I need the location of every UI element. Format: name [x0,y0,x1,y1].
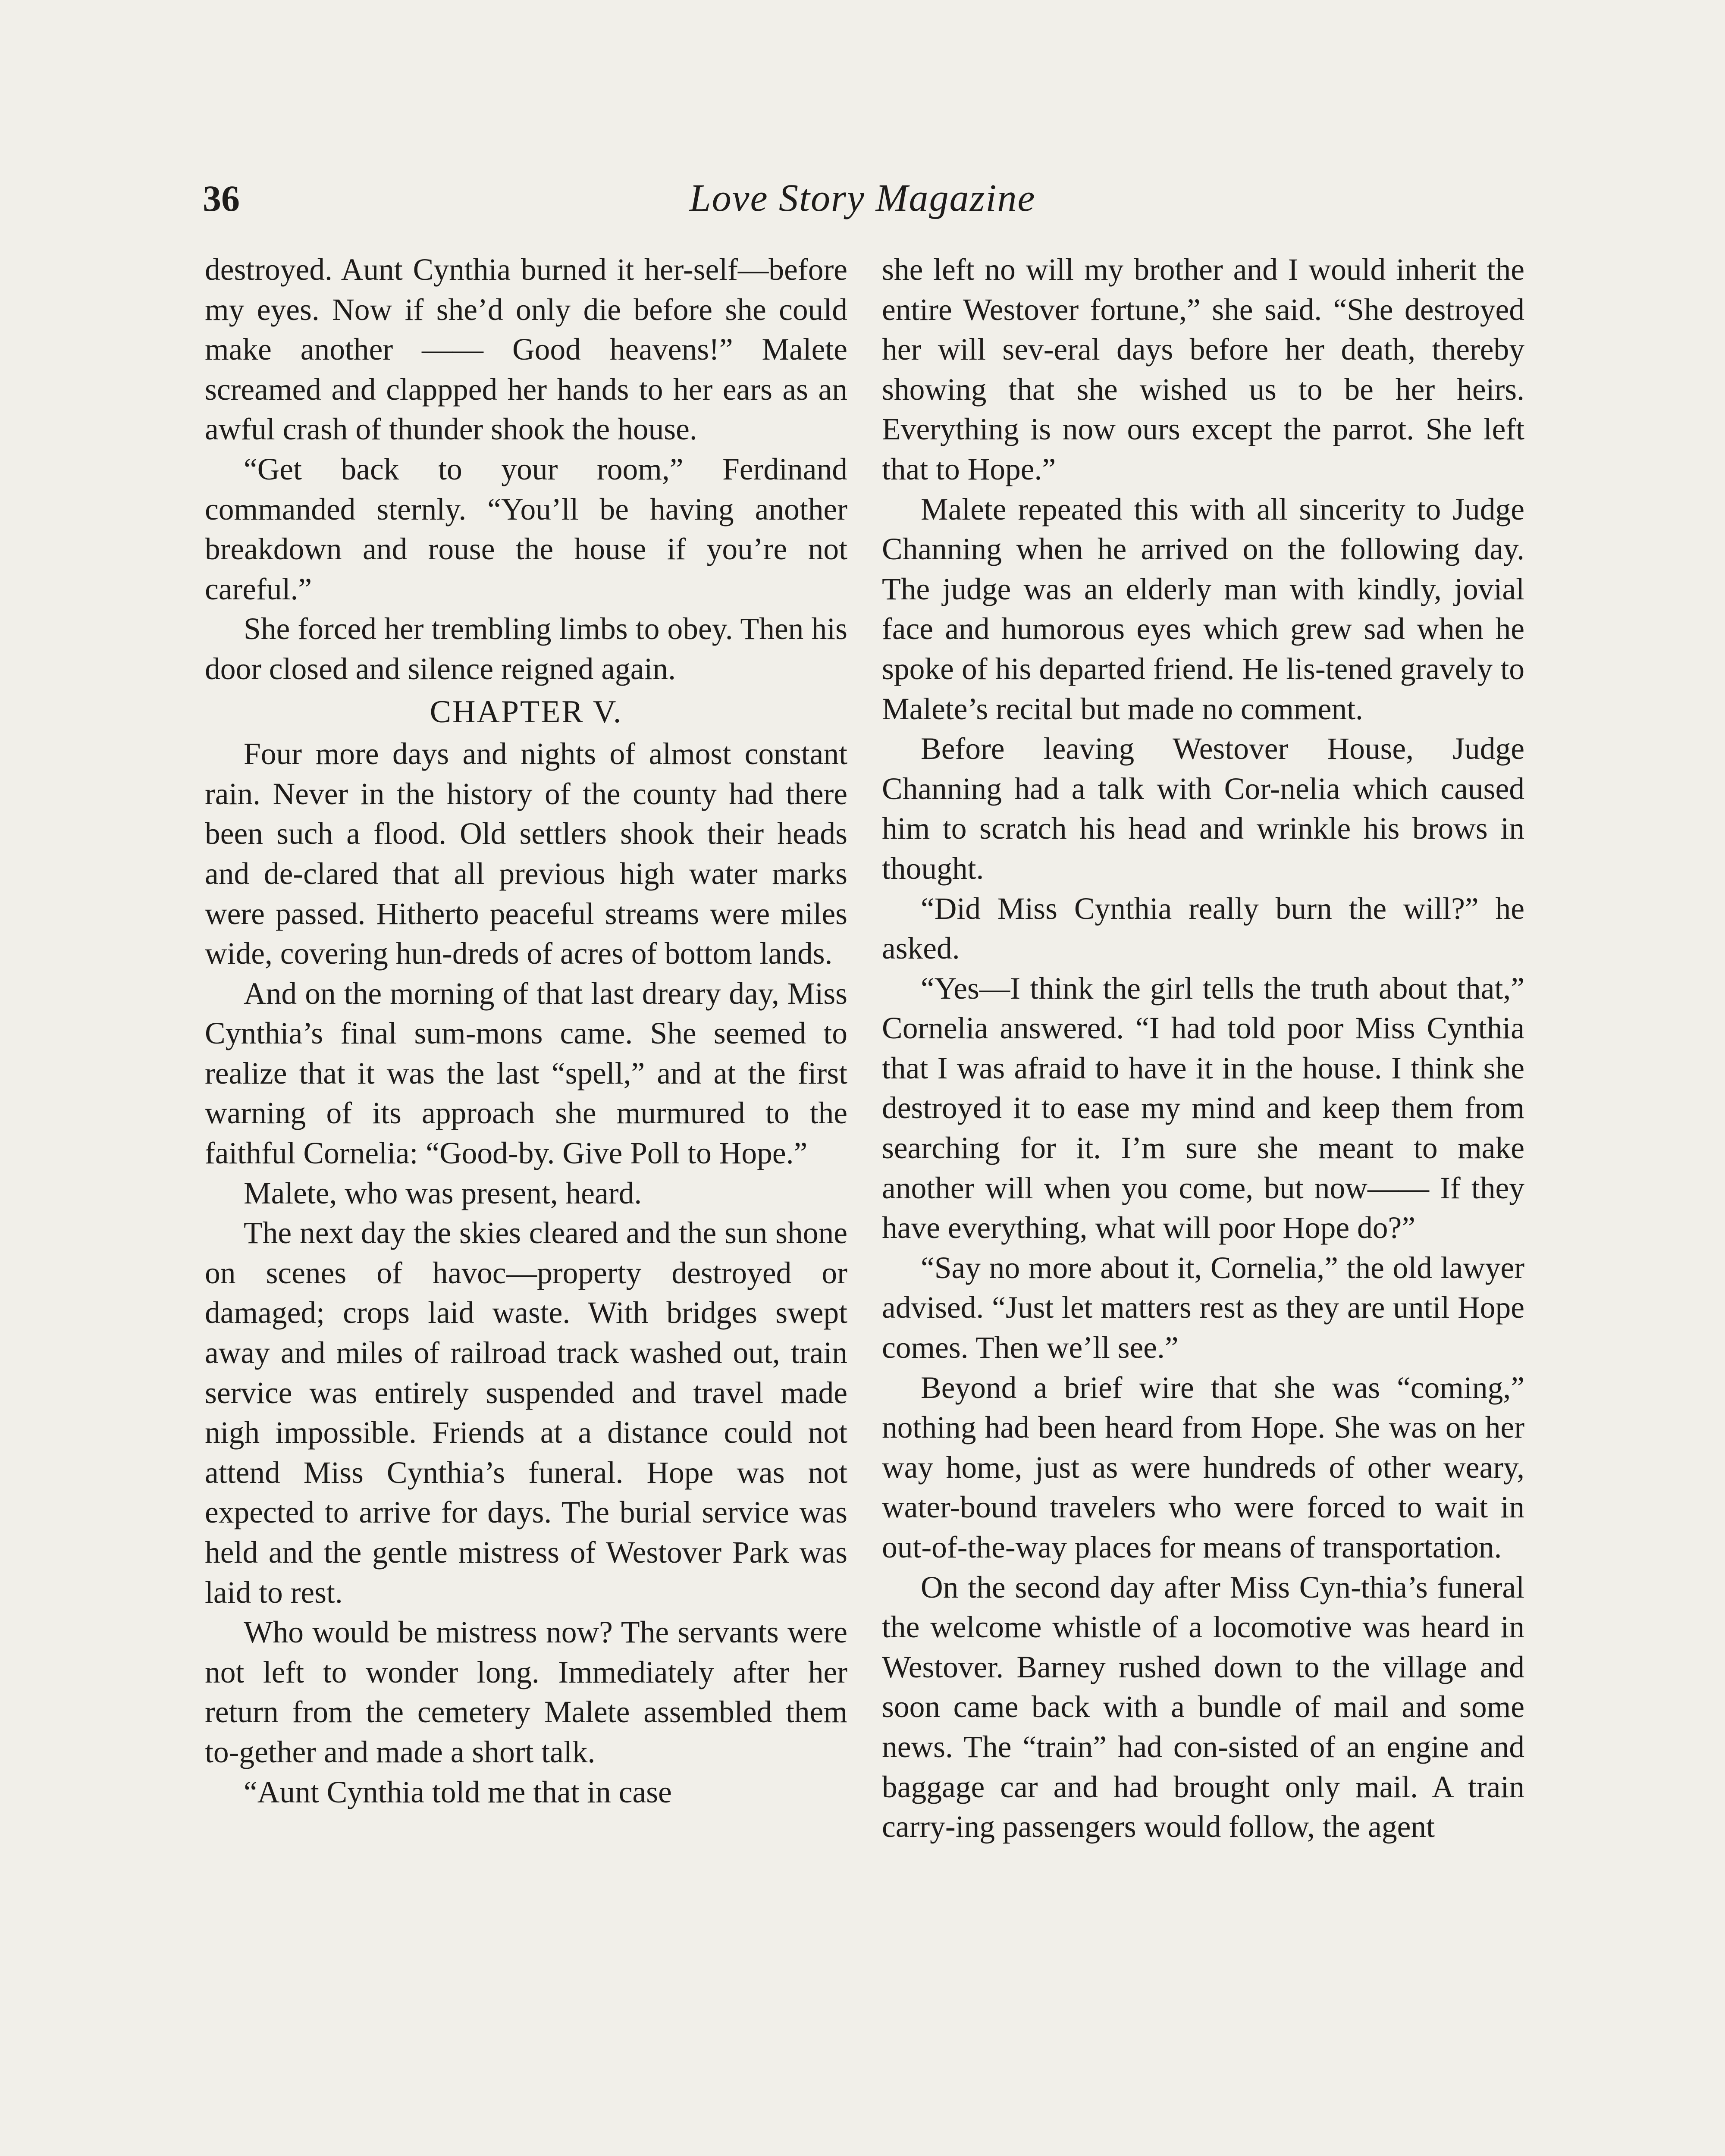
paragraph: Malete repeated this with all sincerity to Judge Channing when he arrived on the following day. The judge was an elderly man with kindly, jovial face and humorous eyes which grew sad when he spoke of his departed friend. He lis-tened gravely to Malete’s recital but made no comment. [882,492,1524,726]
paragraph: Four more days and nights of almost constant rain. Never in the history of the county had there been such a flood. Old settlers shook their heads and de-clared that all previous high water marks were passed. Hitherto peaceful streams were miles wide, covering hun-dreds of acres of bottom lands. [205,737,847,971]
paragraph: Malete, who was present, heard. [244,1176,642,1210]
paragraph: “Did Miss Cynthia really burn the will?” he asked. [882,891,1524,966]
paragraph: On the second day after Miss Cyn-thia’s funeral the welcome whistle of a locomotive was heard in Westover. Barney rushed down to the village and soon came back with a bundle of mail and some news. The “train” had con-sisted of an engine and baggage car and had brought only mail. A train carry-ing passengers would follow, the agent [882,1570,1524,1844]
paragraph: The next day the skies cleared and the sun shone on scenes of havoc—property destroyed or damaged; crops laid waste. With bridges swept away and miles of railroad track washed out, train service was entirely suspended and travel made nigh impossible. Friends at a distance could not attend Miss Cynthia’s funeral. Hope was not expected to arrive for days. The burial service was held and the gentle mistress of Westover Park was laid to rest. [205,1216,847,1610]
right-column [882,250,1524,1847]
paragraph: “Get back to your room,” Ferdinand commanded sternly. “You’ll be having another breakdown and rouse the house if you’re not careful.” [205,452,847,606]
chapter-heading: CHAPTER V. [430,694,623,730]
left-column [205,250,847,1812]
paragraph: she left no will my brother and I would inherit the entire Westover fortune,” she said. “She destroyed her will sev-eral days before her death, thereby showing that she wished us to be her heirs. Everything is now ours except the parrot. She left that to Hope.” [882,253,1524,486]
paragraph: Before leaving Westover House, Judge Channing had a talk with Cor-nelia which caused him to scratch his head and wrinkle his brows in thought. [882,732,1524,886]
magazine-title: Love Story Magazine [689,177,1036,219]
paragraph: “Say no more about it, Cornelia,” the old lawyer advised. “Just let matters rest as they are until Hope comes. Then we’ll see.” [882,1250,1524,1365]
page-header [203,168,1522,229]
paragraph: destroyed. Aunt Cynthia burned it her-self—before my eyes. Now if she’d only die before she could make another —— Good heavens!” Malete screamed and clappped her hands to her ears as an awful crash of thunder shook the house. [205,253,847,447]
paragraph: She forced her trembling limbs to obey. Then his door closed and silence reigned again. [205,612,847,686]
paragraph: Who would be mistress now? The servants were not left to wonder long. Immediately after her return from the cemetery Malete assembled them to-gether and made a short talk. [205,1615,847,1769]
page-number: 36 [203,178,240,219]
paragraph: “Yes—I think the girl tells the truth about that,” Cornelia answered. “I had told poor Miss Cynthia that I was afraid to have it in the house. I think she destroyed it to ease my mind and keep them from searching for it. I’m sure she meant to make another will when you come, but now—— If they have everything, what will poor Hope do?” [882,971,1524,1245]
paragraph: “Aunt Cynthia told me that in case [244,1775,672,1809]
paragraph: And on the morning of that last dreary day, Miss Cynthia’s final sum-mons came. She seemed to realize that it was the last “spell,” and at the first warning of its approach she murmured to the faithful Cornelia: “Good-by. Give Poll to Hope.” [205,976,847,1171]
paragraph: Beyond a brief wire that she was “coming,” nothing had been heard from Hope. She was on her way home, just as were hundreds of other weary, water-bound travelers who were forced to wait in out-of-the-way places for means of transportation. [882,1370,1524,1564]
